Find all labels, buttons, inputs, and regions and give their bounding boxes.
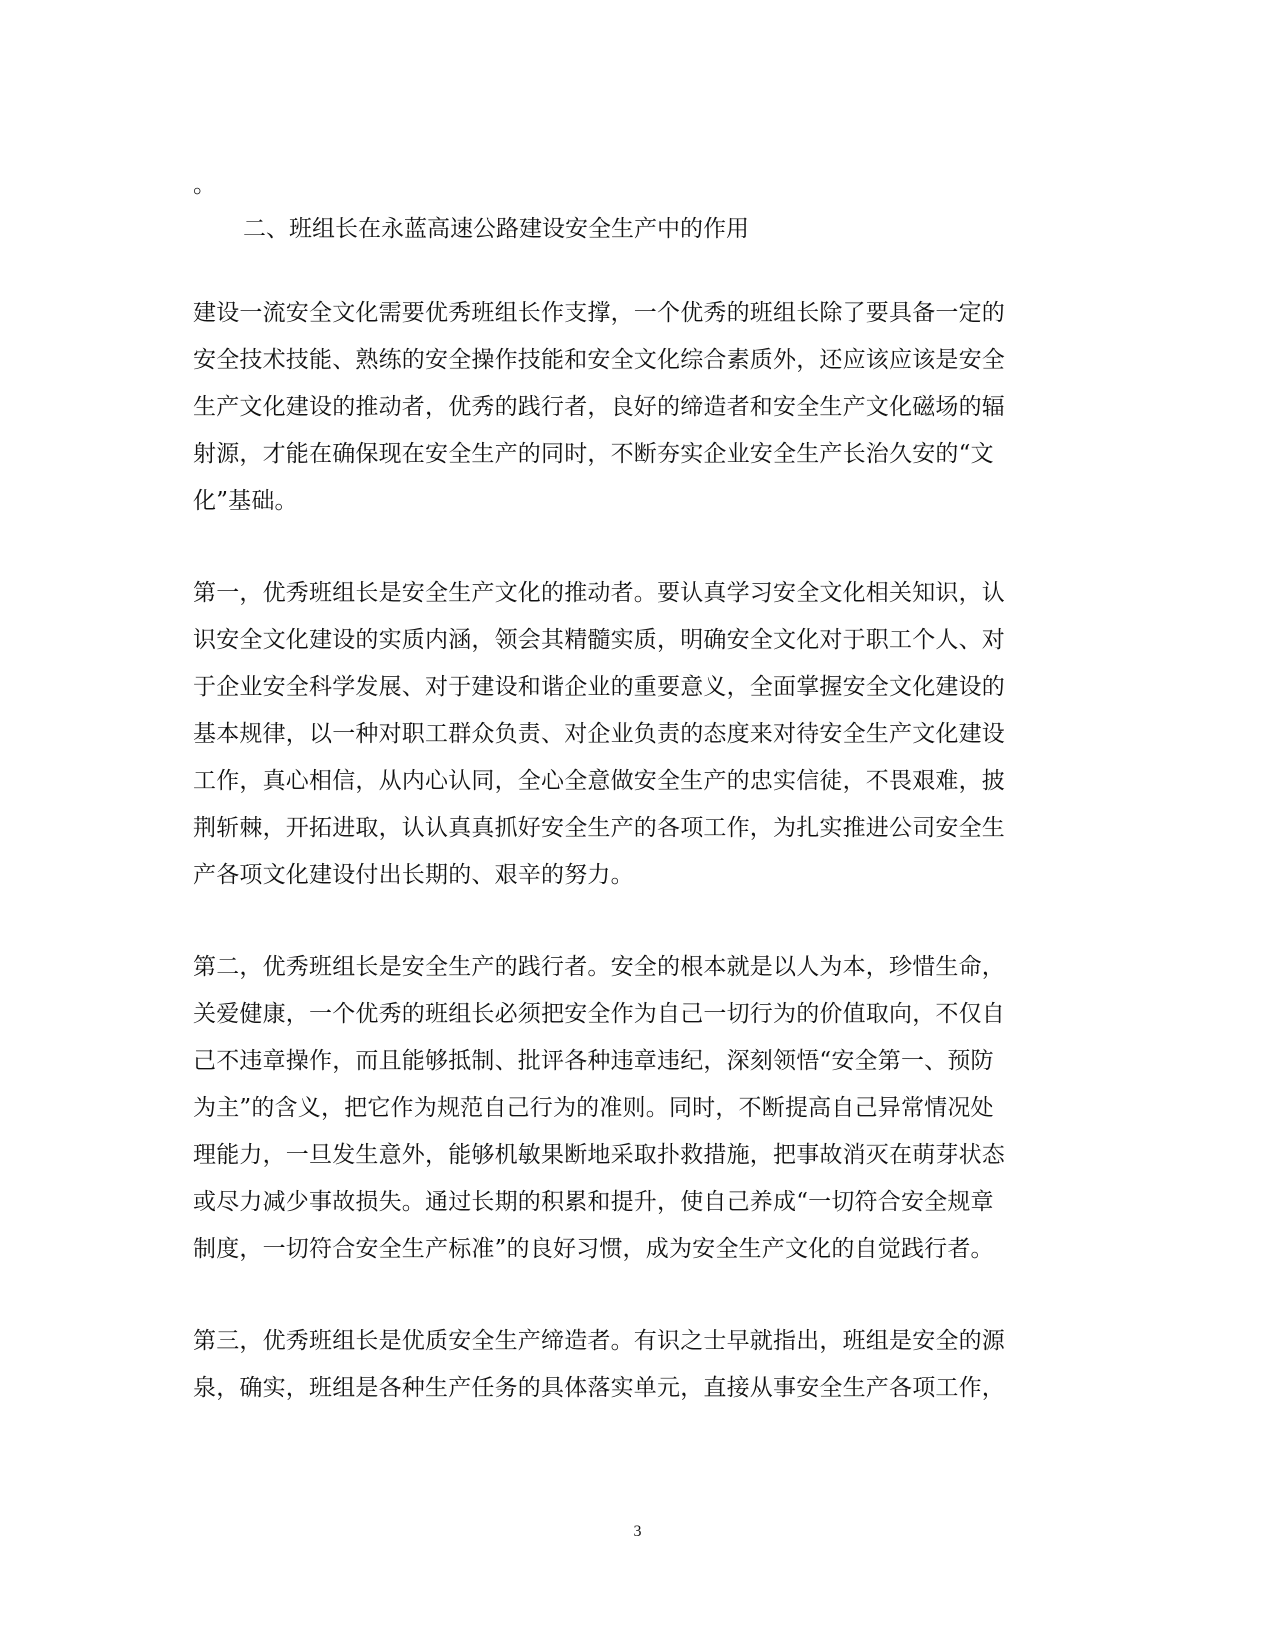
paragraph-line: 基本规律，以一种对职工群众负责、对企业负责的态度来对待安全生产文化建设 [193, 721, 1005, 747]
paragraph-line: 或尽力减少事故损失。通过长期的积累和提升，使自己养成“一切符合安全规章 [193, 1189, 994, 1215]
paragraph-line: 己不违章操作，而且能够抵制、批评各种违章违纪，深刻领悟“安全第一、预防 [193, 1048, 994, 1074]
paragraph-line: 生产文化建设的推动者，优秀的践行者，良好的缔造者和安全生产文化磁场的辐 [193, 394, 1005, 420]
paragraph-line: 制度，一切符合安全生产标准”的良好习惯，成为安全生产文化的自觉践行者。 [193, 1236, 994, 1262]
paragraph-line: 工作，真心相信，从内心认同，全心全意做安全生产的忠实信徒，不畏艰难，披 [193, 768, 1005, 794]
paragraph-line: 为主”的含义，把它作为规范自己行为的准则。同时，不断提高自己异常情况处 [193, 1095, 994, 1121]
paragraph-line: 关爱健康，一个优秀的班组长必须把安全作为自己一切行为的价值取向，不仅自 [193, 1001, 1005, 1027]
paragraph-line: 泉，确实，班组是各种生产任务的具体落实单元，直接从事安全生产各项工作， [193, 1375, 1005, 1401]
page-number: 3 [633, 1523, 642, 1540]
paragraph-line: 理能力，一旦发生意外，能够机敏果断地采取扑救措施，把事故消灭在萌芽状态 [193, 1142, 1005, 1168]
paragraph-line: 建设一流安全文化需要优秀班组长作支撑，一个优秀的班组长除了要具备一定的 [193, 300, 1005, 326]
paragraph-line: 化”基础。 [193, 488, 298, 514]
paragraph-line: 识安全文化建设的实质内涵，领会其精髓实质，明确安全文化对于职工个人、对 [193, 627, 1005, 653]
section-heading: 二、班组长在永蓝高速公路建设安全生产中的作用 [243, 216, 749, 242]
leading-punctuation: 。 [193, 172, 216, 198]
paragraph-line: 产各项文化建设付出长期的、艰辛的努力。 [193, 862, 634, 888]
paragraph-line: 安全技术技能、熟练的安全操作技能和安全文化综合素质外，还应该应该是安全 [193, 347, 1005, 373]
paragraph-line: 荆斩棘，开拓进取，认认真真抓好安全生产的各项工作，为扎实推进公司安全生 [193, 815, 1005, 841]
paragraph-line: 第三，优秀班组长是优质安全生产缔造者。有识之士早就指出，班组是安全的源 [193, 1328, 1005, 1354]
paragraph-line: 射源，才能在确保现在安全生产的同时，不断夯实企业安全生产长治久安的“文 [193, 441, 994, 467]
paragraph-line: 第二，优秀班组长是安全生产的践行者。安全的根本就是以人为本，珍惜生命， [193, 954, 1005, 980]
paragraph-line: 第一，优秀班组长是安全生产文化的推动者。要认真学习安全文化相关知识，认 [193, 580, 1005, 606]
paragraph-line: 于企业安全科学发展、对于建设和谐企业的重要意义，全面掌握安全文化建设的 [193, 674, 1005, 700]
